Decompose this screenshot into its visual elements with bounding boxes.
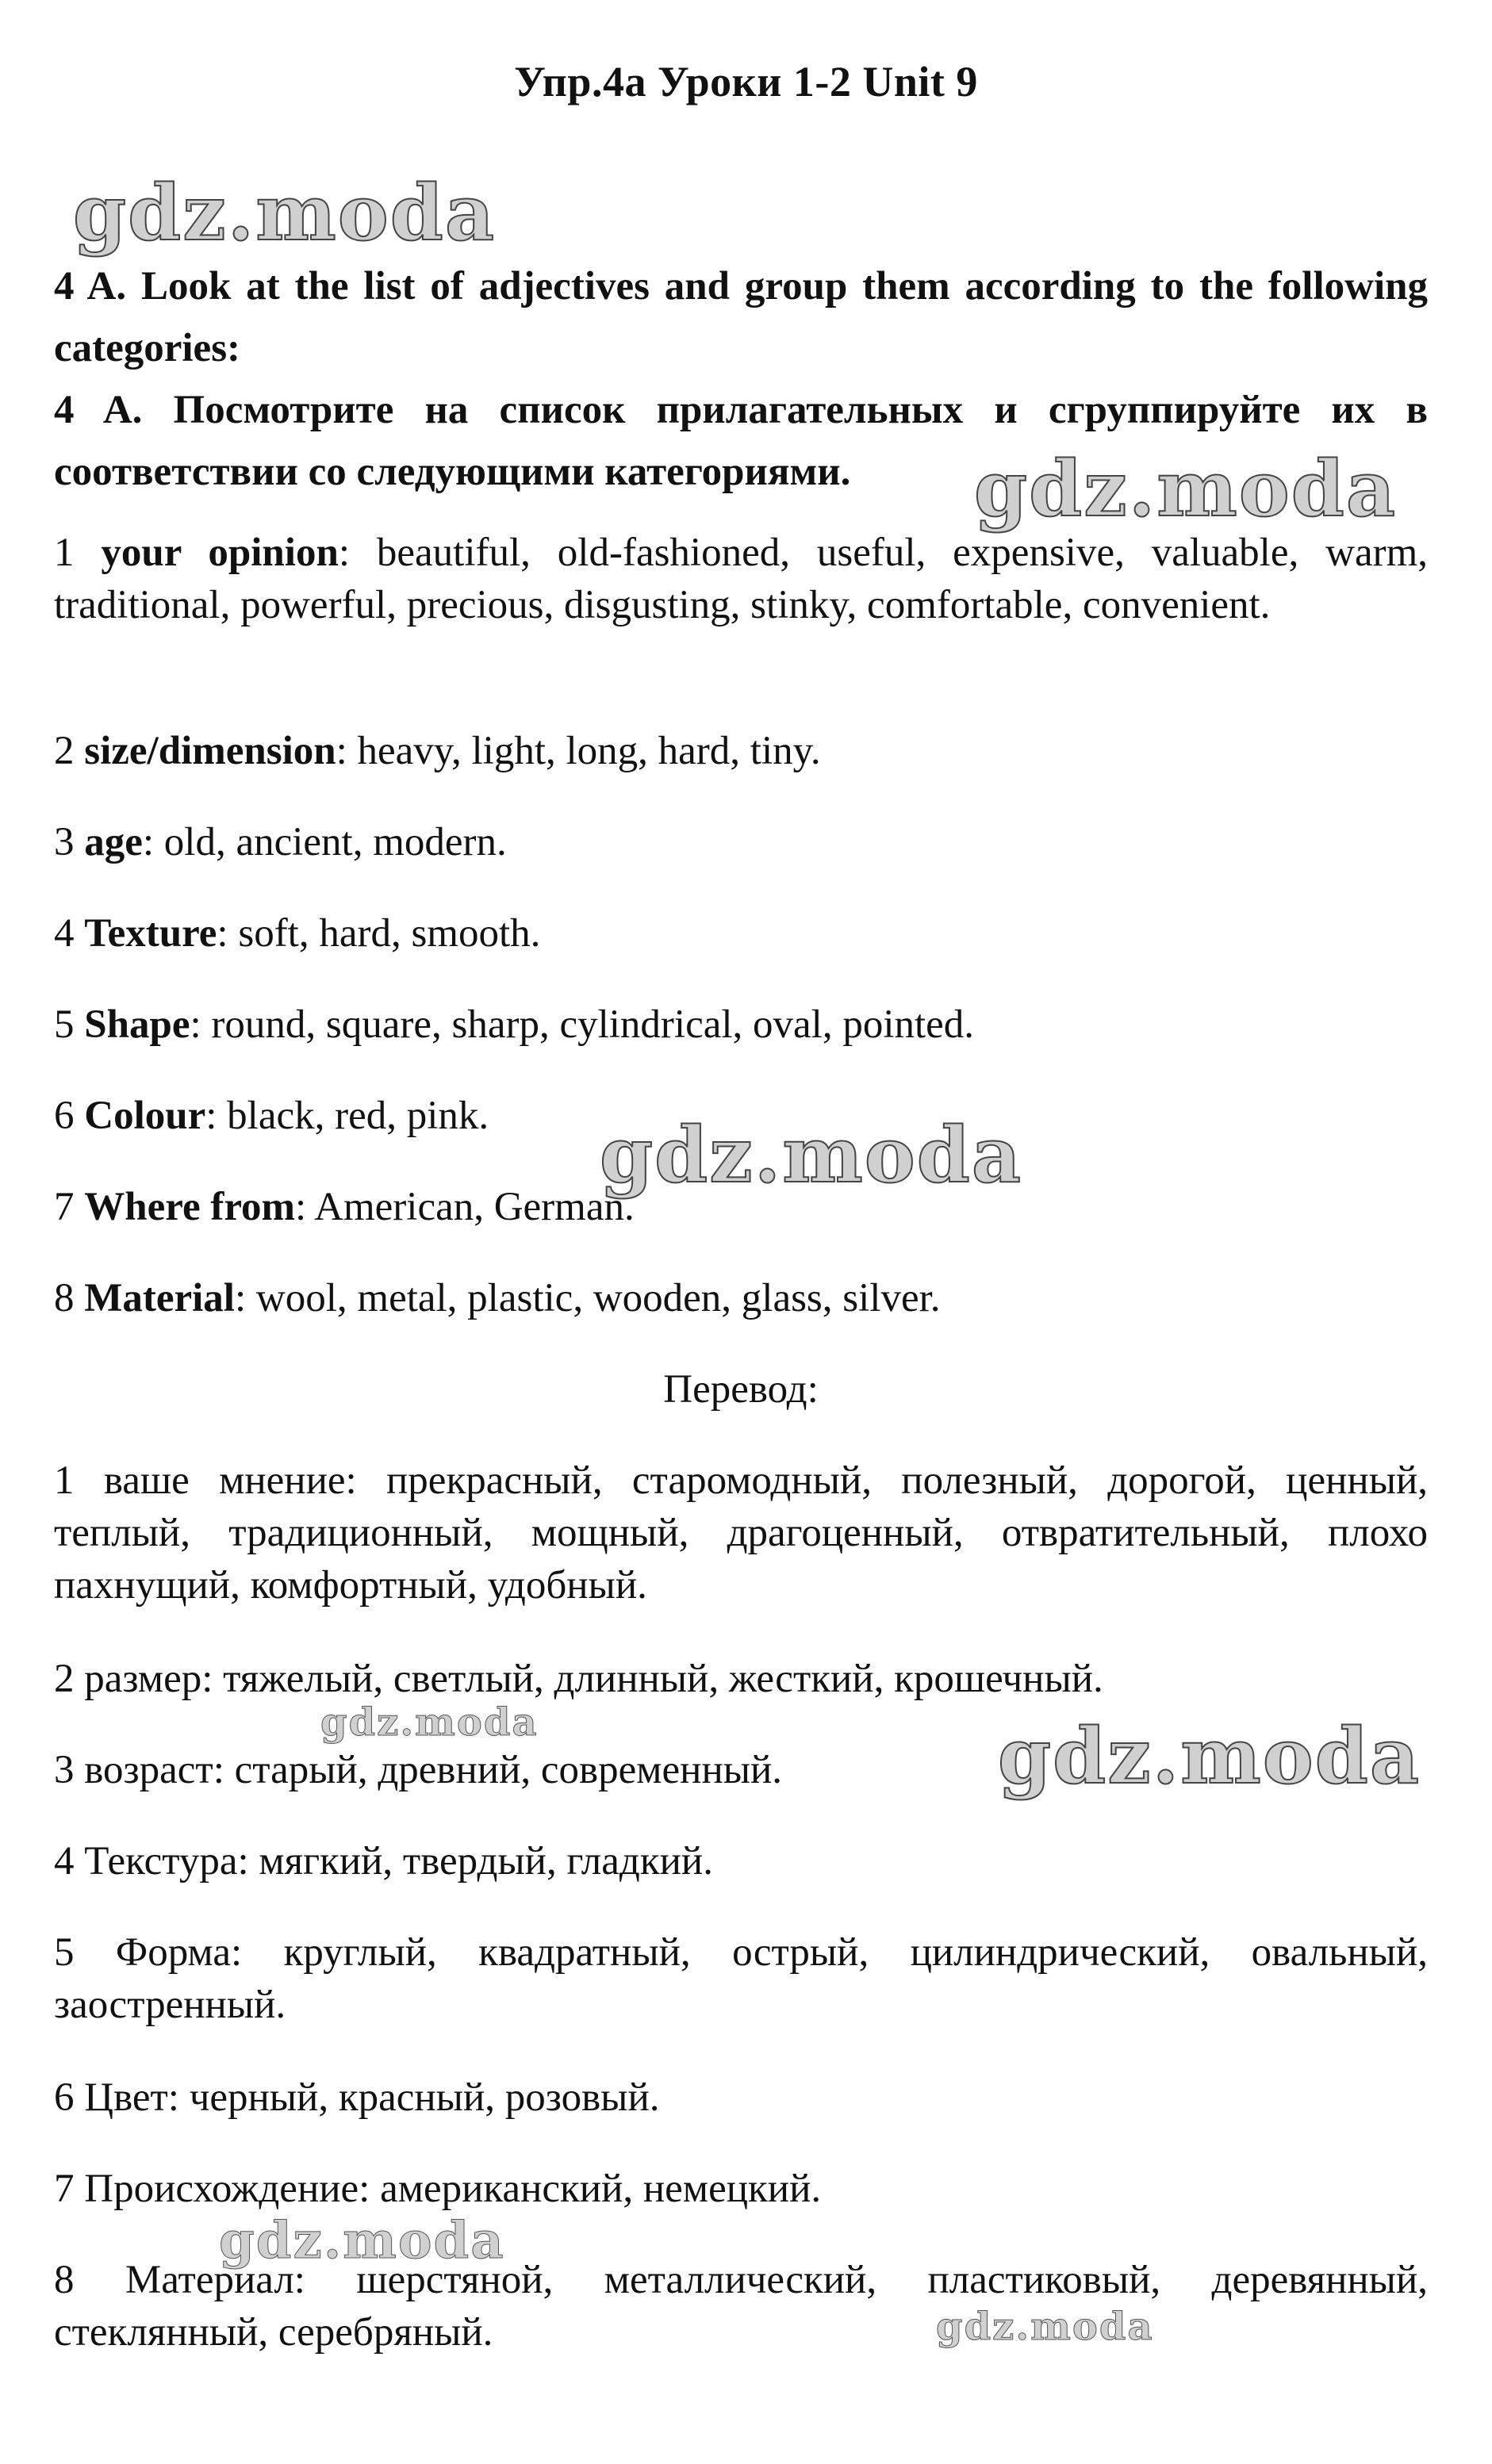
watermark: gdz.moda xyxy=(600,1110,1023,1200)
category-item: 4 Texture: soft, hard, smooth. xyxy=(54,911,541,956)
watermark: gdz.moda xyxy=(219,2211,505,2270)
task-english: 4 A. Look at the list of adjectives and group them according to the following categories: xyxy=(54,264,1428,370)
category-item: 7 Where from: American, German. xyxy=(54,1185,635,1229)
watermark: gdz.moda xyxy=(974,444,1398,534)
watermark: gdz.moda xyxy=(936,2305,1154,2349)
watermark: gdz.moda xyxy=(998,1711,1421,1801)
category-item: 6 Colour: black, red, pink. xyxy=(54,1094,489,1138)
category-item: 5 Shape: round, square, sharp, cylindrical, oval, pointed. xyxy=(54,1002,975,1047)
translation-item: 5 Форма: круглый, квадратный, острый, цилиндрический, овальный, заостренный. xyxy=(54,1930,1428,2027)
translation-item: 3 возраст: старый, древний, современный. xyxy=(54,1748,783,1792)
category-item: 2 size/dimension: heavy, light, long, hard, tiny. xyxy=(54,729,821,773)
watermark: gdz.moda xyxy=(73,168,497,258)
translation-heading: Перевод: xyxy=(663,1367,819,1412)
translation-item: 4 Текстура: мягкий, твердый, гладкий. xyxy=(54,1839,713,1883)
category-item: 1 your opinion: beautiful, old-fashioned, useful, expensive, valuable, warm, traditional, powerful, precious, disgusting, stinky, comfortable, convenient. xyxy=(54,531,1429,627)
category-item: 3 age: old, ancient, modern. xyxy=(54,820,507,864)
translation-item: 1 ваше мнение: прекрасный, старомодный, полезный, дорогой, ценный, теплый, традиционный, мощный, драгоценный, отвратительный, плохо пахнущий, комфортный, удобный. xyxy=(54,1458,1428,1608)
watermark: gdz.moda xyxy=(320,1700,539,1745)
translation-item: 2 размер: тяжелый, светлый, длинный, жесткий, крошечный. xyxy=(54,1657,1103,1701)
task-russian: 4 A. Посмотрите на список прилагательных и сгруппируйте их в соответствии со следующими категориями. xyxy=(54,388,1428,494)
category-item: 8 Material: wool, metal, plastic, wooden, glass, silver. xyxy=(54,1276,941,1320)
page-title: Упр.4а Уроки 1-2 Unit 9 xyxy=(514,58,978,105)
translation-item: 8 Материал: шерстяной, металлический, пластиковый, деревянный, стеклянный, серебряный. xyxy=(54,2258,1428,2355)
translation-item: 6 Цвет: черный, красный, розовый. xyxy=(54,2075,660,2120)
translation-item: 7 Происхождение: американский, немецкий. xyxy=(54,2167,822,2211)
